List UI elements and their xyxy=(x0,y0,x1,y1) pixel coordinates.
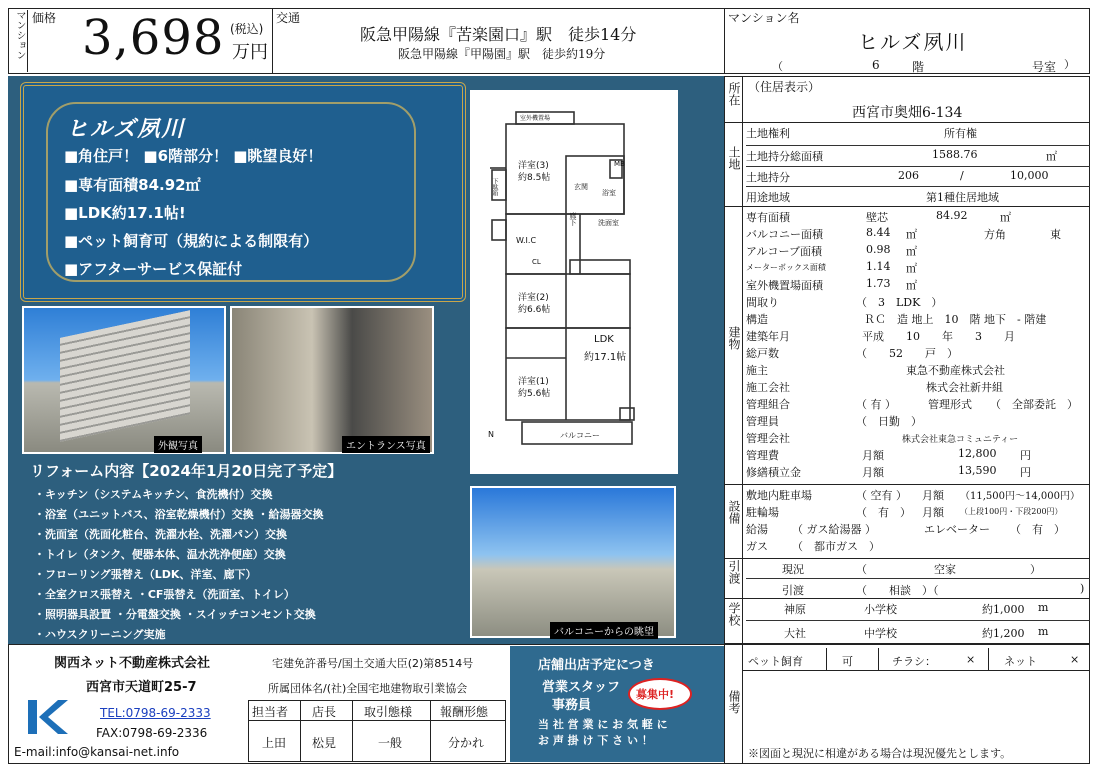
reform-item-2: ・浴室（ユニットバス、浴室乾燥機付）交換 ・給湯器交換 xyxy=(34,508,324,521)
zoning-label: 用途地域 xyxy=(746,191,790,204)
reform-item-8: ・ハウスクリーニング実施 xyxy=(34,628,166,641)
status-close: ） xyxy=(1030,563,1041,576)
reform-item-3: ・洗面室（洗面化粧台、洗濯水栓、洗濯パン）交換 xyxy=(34,528,287,541)
junior-type: 中学校 xyxy=(864,627,897,640)
pet-label: ペット飼育 xyxy=(748,655,803,668)
meter-value: 1.14 xyxy=(866,260,891,273)
plan-r2: 洋室(2) xyxy=(518,293,549,303)
recruit-badge: 募集中! xyxy=(636,688,675,701)
manager-label: 管理員 xyxy=(746,415,779,428)
building-label: 建物 xyxy=(727,326,741,350)
promo-point-5: ■アフターサービス保証付 xyxy=(64,260,243,278)
company-tel[interactable]: TEL:0798-69-2333 xyxy=(100,706,211,720)
reform-item-6: ・全室クロス張替え ・CF張替え（洗面室、トイレ） xyxy=(34,588,295,601)
company-name: 関西ネット不動産株式会社 xyxy=(54,656,211,671)
junior-unit: m xyxy=(1038,625,1049,638)
address: 西宮市奥畑6-134 xyxy=(852,105,963,121)
units-value: （ 52 戸 ） xyxy=(856,347,958,360)
promo-point-3: ■LDK約17.1帖! xyxy=(64,204,186,222)
plan-shoe: 下駄箱 xyxy=(491,178,498,196)
exterior-photo-caption: 外観写真 xyxy=(154,436,202,453)
land-total-value: 1588.76 xyxy=(932,148,978,161)
land-right-label: 土地権利 xyxy=(746,127,790,140)
reform-item-4: ・トイレ（タンク、便器本体、温水洗浄便座）交換 xyxy=(34,548,286,561)
land-total-label: 土地持分総面積 xyxy=(746,150,823,163)
assoc-label: 管理組合 xyxy=(746,398,790,411)
recruit-line-6: お 声 掛 け 下 さ い ！ xyxy=(538,734,653,747)
price-value: 3,698 xyxy=(82,10,225,66)
parking-fee-value: （11,500円～14,000円） xyxy=(960,491,1080,502)
recruit-line-5: 当 社 営 業 に お 気 軽 に xyxy=(538,718,668,731)
floor-plan-drawing xyxy=(470,90,678,474)
land-share-den: 10,000 xyxy=(1010,169,1049,182)
address-note: （住居表示） xyxy=(748,80,821,94)
floor-number: 6 xyxy=(872,58,880,72)
mansion-name-label: マンション名 xyxy=(728,11,800,25)
school-label: 学校 xyxy=(727,602,741,626)
room-close: ） xyxy=(1064,58,1075,71)
staff-head-2: 店長 xyxy=(312,705,337,719)
elementary-unit: m xyxy=(1038,601,1049,614)
reform-title: リフォーム内容【2024年1月20日完了予定】 xyxy=(30,462,343,480)
mgmt-fee-period: 月額 xyxy=(862,449,884,462)
area-label: 専有面積 xyxy=(746,211,790,224)
tax-label: (税込) xyxy=(230,22,264,36)
handover-close: ) xyxy=(1080,582,1085,595)
staff-head-3: 取引態様 xyxy=(364,705,413,719)
status-value: 空家 xyxy=(934,563,956,576)
status-open: （ xyxy=(856,563,867,576)
parking-value: （ 空有 ） xyxy=(856,489,907,502)
land-label: 土地 xyxy=(727,146,741,170)
recruit-line-1: 店舗出店予定につき xyxy=(538,658,655,673)
plan-mb: MB xyxy=(614,160,625,168)
mansion-name: ヒルズ夙川 xyxy=(858,30,968,54)
remarks-label: 備考 xyxy=(727,690,741,714)
owner-label: 施主 xyxy=(746,364,768,377)
recruit-line-2: 営業スタッフ xyxy=(542,680,621,695)
direction-value: 東 xyxy=(1050,228,1061,241)
meter-label: メーターボックス面積 xyxy=(746,263,826,272)
recruit-line-3: 事務員 xyxy=(552,698,592,713)
net-label: ネット xyxy=(1004,655,1037,668)
gas-value: （ 都市ガス ） xyxy=(792,540,880,553)
water-heater-value: （ ガス給湯器 ） xyxy=(792,523,876,536)
alcove-value: 0.98 xyxy=(866,243,891,256)
mgmt-co-value: 株式会社東急コミュニティー xyxy=(902,435,1019,445)
transport-line-1: 阪急甲陽線『苦楽園口』駅 徒歩14分 xyxy=(360,25,637,44)
elementary-dist: 約1,000 xyxy=(982,603,1025,616)
equipment-label: 設備 xyxy=(727,500,741,524)
reform-item-1: ・キッチン（システムキッチン、食洗機付）交換 xyxy=(34,488,273,501)
promo-point-2: ■専有面積84.92㎡ xyxy=(64,176,201,194)
area-value: 84.92 xyxy=(936,209,968,222)
staff-val-1: 上田 xyxy=(262,736,287,750)
junior-dist: 約1,200 xyxy=(982,627,1025,640)
reform-item-5: ・フローリング張替え（LDK、洋室、廊下） xyxy=(34,568,257,581)
balcony-photo-caption: バルコニーからの眺望 xyxy=(550,622,658,639)
room-open: （ xyxy=(772,60,783,73)
bike-value: （ 有 ） xyxy=(856,506,911,519)
units-label: 総戸数 xyxy=(746,347,779,360)
plan-bath: 浴室 xyxy=(602,189,616,197)
structure-value: ＲＣ 造 地上 10 階 地下 - 階建 xyxy=(864,313,1047,326)
alcove-unit: ㎡ xyxy=(906,245,917,258)
repair-unit: 円 xyxy=(1020,466,1031,479)
gas-label: ガス xyxy=(746,540,768,553)
manager-value: （ 日勤 ） xyxy=(856,415,922,428)
mgmt-fee-unit: 円 xyxy=(1020,449,1031,462)
plan-hall: 廊下 xyxy=(569,212,577,226)
mansion-vert-label: マンション xyxy=(10,10,28,72)
mgmt-co-label: 管理会社 xyxy=(746,432,790,445)
direction-label: 方角 xyxy=(984,228,1006,241)
staff-head-1: 担当者 xyxy=(252,705,289,719)
handover-label: 引渡 xyxy=(727,560,741,584)
company-logo xyxy=(28,700,68,734)
elementary-name: 神原 xyxy=(784,603,806,616)
plan-wic: W.I.C xyxy=(516,236,537,245)
plan-north: N xyxy=(488,430,494,439)
room-unit: 号室 xyxy=(1032,60,1057,74)
floor-plan xyxy=(470,90,678,474)
land-share-slash: / xyxy=(960,169,964,182)
plan-wash: 洗面室 xyxy=(598,219,619,227)
land-share-num: 206 xyxy=(898,169,919,182)
parking-fee-label: 月額 xyxy=(922,489,944,502)
entrance-photo-caption: エントランス写真 xyxy=(342,436,430,453)
handover-row-label: 引渡 xyxy=(782,584,804,597)
balcony-area-unit: ㎡ xyxy=(906,228,917,241)
elevator-value: （ 有 ） xyxy=(1010,523,1065,536)
bike-fee-label: 月額 xyxy=(922,506,944,519)
mgmt-type-value: （ 全部委託 ） xyxy=(990,398,1078,411)
plan-balcony: バルコニー xyxy=(560,431,600,440)
plan-ldk-size: 約17.1帖 xyxy=(584,352,627,363)
plan-ldk: LDK xyxy=(594,334,614,345)
staff-val-3: 一般 xyxy=(378,736,403,750)
bike-label: 駐輪場 xyxy=(746,506,779,519)
handover-value: （ 相談 ）（ xyxy=(856,584,939,597)
price-label: 価格 xyxy=(32,11,57,25)
company-fax: FAX:0798-69-2336 xyxy=(96,726,208,740)
balcony-area-label: バルコニー面積 xyxy=(746,228,823,241)
land-right-value: 所有権 xyxy=(944,127,977,140)
transport-label: 交通 xyxy=(276,11,301,25)
price-unit: 万円 xyxy=(232,42,268,63)
floor-unit: 階 xyxy=(912,60,925,74)
meter-unit: ㎡ xyxy=(906,262,917,275)
built-label: 建築年月 xyxy=(746,330,790,343)
junior-name: 大社 xyxy=(784,627,806,640)
plan-r1-size: 約5.6帖 xyxy=(518,389,551,399)
builder-value: 株式会社新井組 xyxy=(926,381,1003,394)
status-label: 現況 xyxy=(782,563,804,576)
elementary-type: 小学校 xyxy=(864,603,897,616)
balcony-area-value: 8.44 xyxy=(866,226,891,239)
alcove-label: アルコーブ面積 xyxy=(746,245,823,258)
flyer-value: × xyxy=(966,653,976,666)
plan-entrance: 玄関 xyxy=(574,183,588,191)
transport-line-2: 阪急甲陽線『甲陽園』駅 徒歩約19分 xyxy=(398,47,606,61)
outdoor-label: 室外機置場面積 xyxy=(746,279,823,292)
staff-val-2: 松見 xyxy=(312,736,337,750)
layout-value: （ 3 LDK ） xyxy=(856,296,943,309)
plan-r2-size: 約6.6帖 xyxy=(518,305,551,315)
remarks-note: ※図面と現況に相違がある場合は現況優先とします。 xyxy=(748,747,1012,760)
staff-val-4: 分かれ xyxy=(448,736,485,750)
mgmt-fee-value: 12,800 xyxy=(958,447,997,460)
assoc-value: （ 有 ） xyxy=(856,398,896,411)
address-label: 所在 xyxy=(727,82,741,106)
reform-item-7: ・照明器具設置 ・分電盤交換 ・スイッチコンセント交換 xyxy=(34,608,316,621)
plan-r1: 洋室(1) xyxy=(518,377,549,387)
owner-value: 東急不動産株式会社 xyxy=(906,364,1005,377)
structure-label: 構造 xyxy=(746,313,768,326)
promo-point-4: ■ペット飼育可（規約による制限有） xyxy=(64,232,319,250)
k-logo-icon xyxy=(28,700,68,734)
mgmt-type-label: 管理形式 xyxy=(928,398,972,411)
promo-point-1: ■角住戸！ ■6階部分！ ■眺望良好！ xyxy=(64,147,323,165)
company-address: 西宮市天道町25-7 xyxy=(86,680,197,695)
net-value: × xyxy=(1070,653,1080,666)
pet-value: 可 xyxy=(842,655,853,668)
elevator-label: エレベーター xyxy=(924,523,990,536)
mgmt-fee-label: 管理費 xyxy=(746,449,779,462)
plan-outdoor: 室外機置場 xyxy=(520,115,551,122)
plan-r3: 洋室(3) xyxy=(518,161,549,171)
built-value: 平成 10 年 3 月 xyxy=(862,330,1015,343)
bike-fee-value: （上段100円・下段200円） xyxy=(960,507,1063,516)
entrance-photo xyxy=(230,306,434,454)
company-email[interactable]: E-mail:info@kansai-net.info xyxy=(14,745,180,759)
plan-cl: CL xyxy=(532,258,541,266)
plan-r3-size: 約8.5帖 xyxy=(518,173,551,183)
license: 宅建免許番号/国土交通大臣(2)第8514号 xyxy=(272,657,474,670)
zoning-value: 第1種住居地域 xyxy=(926,191,999,204)
layout-label: 間取り xyxy=(746,296,779,309)
repair-value: 13,590 xyxy=(958,464,997,477)
flyer-label: チラシ： xyxy=(892,655,936,668)
builder-label: 施工会社 xyxy=(746,381,790,394)
water-heater-label: 給湯 xyxy=(746,523,768,536)
area-unit: ㎡ xyxy=(1000,211,1011,224)
parking-label: 敷地内駐車場 xyxy=(746,489,812,502)
land-share-label: 土地持分 xyxy=(746,171,790,184)
association: 所属団体名/(社)全国宅地建物取引業協会 xyxy=(268,682,468,695)
repair-period: 月額 xyxy=(862,466,884,479)
repair-label: 修繕積立金 xyxy=(746,466,801,479)
land-total-unit: ㎡ xyxy=(1046,150,1057,163)
balcony-view-photo xyxy=(470,486,676,638)
outdoor-value: 1.73 xyxy=(866,277,891,290)
staff-head-4: 報酬形態 xyxy=(440,705,489,719)
area-type: 壁芯 xyxy=(866,211,888,224)
promo-title: ヒルズ夙川 xyxy=(66,117,186,142)
outdoor-unit: ㎡ xyxy=(906,279,917,292)
